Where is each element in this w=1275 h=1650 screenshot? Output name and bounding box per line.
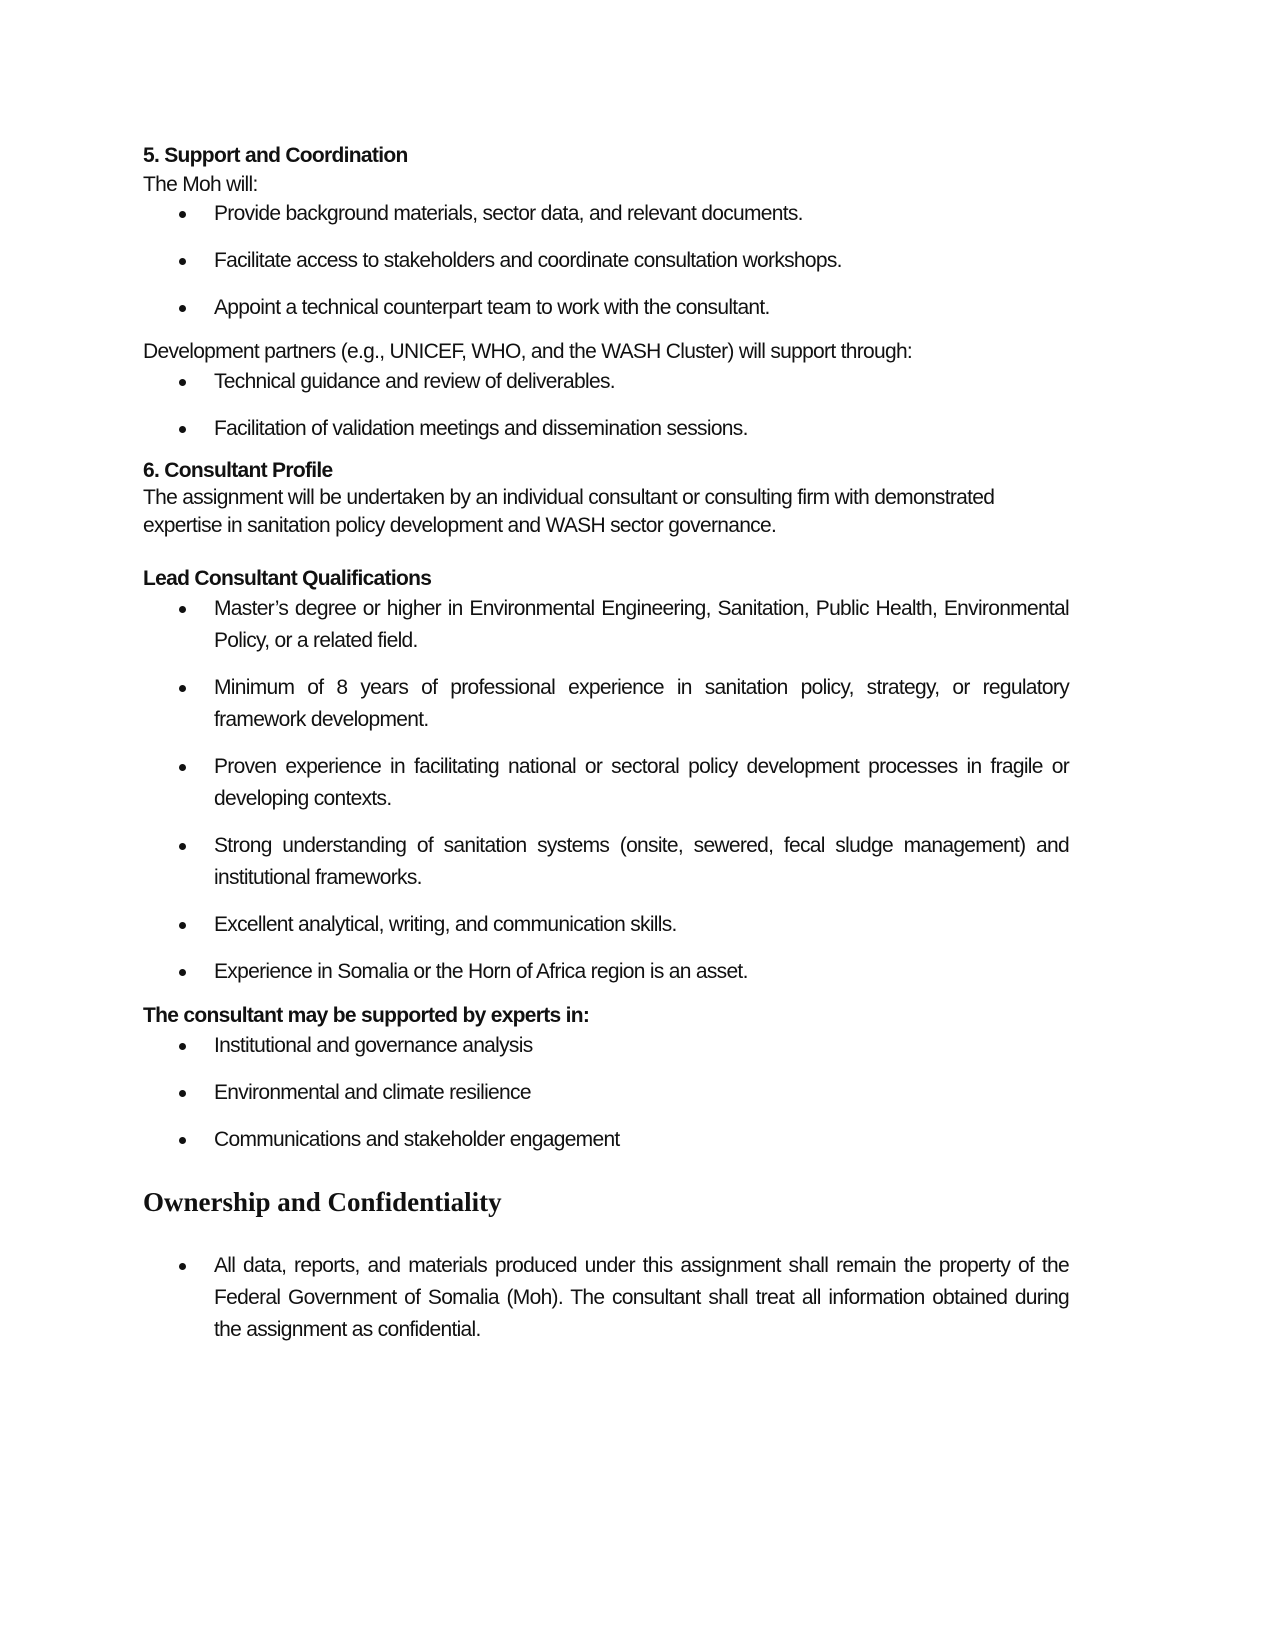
bullet-icon bbox=[179, 426, 186, 433]
bullet-icon bbox=[179, 258, 186, 265]
experts-list bbox=[143, 1030, 1069, 1156]
bullet-icon bbox=[179, 1263, 186, 1270]
bullet-icon bbox=[179, 211, 186, 218]
qualifications-list bbox=[143, 593, 1069, 988]
section-heading: 5. Support and Coordination bbox=[143, 144, 408, 167]
section-consultant-profile bbox=[143, 458, 1069, 1156]
experts-heading: The consultant may be supported by experts in: bbox=[143, 1004, 590, 1027]
section-intro: The Moh will: bbox=[143, 173, 258, 196]
bullet-icon bbox=[179, 1043, 186, 1050]
bullet-icon bbox=[179, 969, 186, 976]
section-ownership-confidentiality bbox=[143, 1184, 1069, 1346]
bullet-icon bbox=[179, 379, 186, 386]
moh-list bbox=[143, 198, 1069, 324]
bullet-icon bbox=[179, 843, 186, 850]
partners-list bbox=[143, 366, 1069, 445]
document-page bbox=[143, 140, 1069, 1346]
bullet-icon bbox=[179, 305, 186, 312]
ownership-list bbox=[143, 1250, 1069, 1346]
list-item: Institutional and governance analysis bbox=[143, 1030, 1069, 1062]
list-item: Environmental and climate resilience bbox=[143, 1077, 1069, 1109]
list-item: Proven experience in facilitating national or sectoral policy development processes in fragile or developing contexts. bbox=[143, 751, 1069, 815]
list-item: Provide background materials, sector data, and relevant documents. bbox=[143, 198, 1069, 230]
bullet-icon bbox=[179, 922, 186, 929]
list-item: Excellent analytical, writing, and communication skills. bbox=[143, 909, 1069, 941]
list-item: Technical guidance and review of deliverables. bbox=[143, 366, 1069, 398]
list-item: All data, reports, and materials produced under this assignment shall remain the property of the Federal Government of Somalia (Moh). The consultant shall treat all information obtained during the assignment as confidential. bbox=[143, 1250, 1069, 1346]
section-intro: The assignment will be undertaken by an individual consultant or consulting firm with demonstrated expertise in sanitation policy development and WASH sector governance. bbox=[143, 486, 995, 537]
qualifications-heading: Lead Consultant Qualifications bbox=[143, 567, 432, 590]
bullet-icon bbox=[179, 685, 186, 692]
partners-intro: Development partners (e.g., UNICEF, WHO, and the WASH Cluster) will support through: bbox=[143, 340, 913, 363]
section-heading: 6. Consultant Profile bbox=[143, 459, 333, 482]
list-item: Strong understanding of sanitation systems (onsite, sewered, fecal sludge management) and institutional frameworks. bbox=[143, 830, 1069, 894]
list-item: Facilitate access to stakeholders and coordinate consultation workshops. bbox=[143, 245, 1069, 277]
section-heading: Ownership and Confidentiality bbox=[143, 1187, 502, 1217]
list-item: Experience in Somalia or the Horn of Africa region is an asset. bbox=[143, 956, 1069, 988]
bullet-icon bbox=[179, 1137, 186, 1144]
list-item: Facilitation of validation meetings and dissemination sessions. bbox=[143, 413, 1069, 445]
list-item: Master’s degree or higher in Environmental Engineering, Sanitation, Public Health, Environmental Policy, or a related field. bbox=[143, 593, 1069, 657]
list-item: Appoint a technical counterpart team to work with the consultant. bbox=[143, 292, 1069, 324]
bullet-icon bbox=[179, 764, 186, 771]
section-support-coordination bbox=[143, 140, 1069, 445]
bullet-icon bbox=[179, 606, 186, 613]
list-item: Communications and stakeholder engagement bbox=[143, 1124, 1069, 1156]
bullet-icon bbox=[179, 1090, 186, 1097]
list-item: Minimum of 8 years of professional experience in sanitation policy, strategy, or regulatory framework development. bbox=[143, 672, 1069, 736]
